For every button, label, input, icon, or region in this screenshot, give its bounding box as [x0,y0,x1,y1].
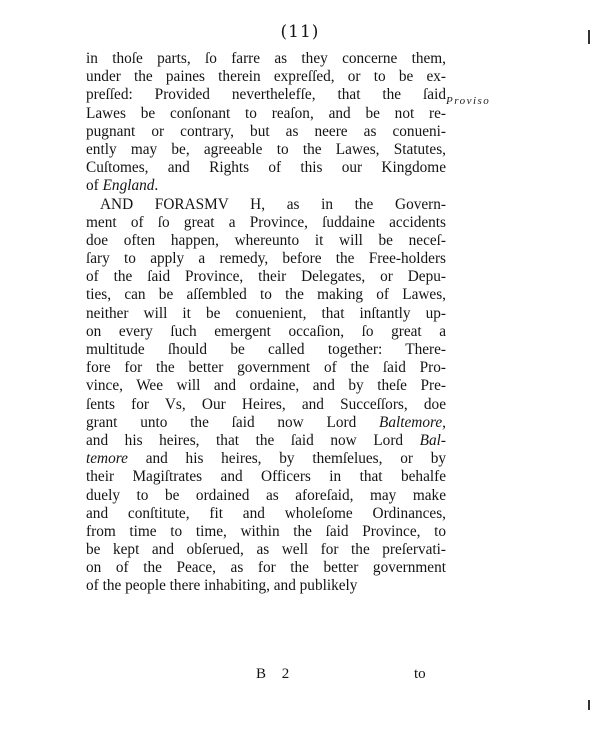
italic-run: temore [86,450,128,468]
text-line [86,123,446,141]
text-run: fore for the better government of the ſaid Pro- [86,359,446,377]
text-line [86,159,446,177]
text-run: ſary to apply a remedy, before the Free-holders [86,250,446,268]
text-run: grant unto the ſaid now Lord [86,413,380,431]
text-line [86,196,446,214]
text-run: . [154,177,159,195]
text-run: and conſtitute, fit and wholeſome Ordinances, [86,504,446,522]
text-run: multitude ſhould be called together: There- [86,341,446,358]
text-line [86,86,446,104]
text-line [86,359,446,377]
text-line [86,341,446,359]
text-line [86,523,446,541]
text-line [86,396,446,414]
text-line [86,414,446,432]
text-run: AND FORASMV H, as in the Govern- [100,195,446,213]
text-run: be kept and obſerued, as well for the preſervati- [86,541,446,559]
text-line [86,541,446,559]
text-run: doe often happen, whereunto it will be neceſ- [86,231,446,249]
text-line [86,68,446,86]
text-run: of the ſaid Province, their Delegates, or Depu- [86,268,446,286]
text-line [86,377,446,395]
page-edge-mark [588,700,590,710]
page-footer [0,666,600,686]
catchword: to [414,666,426,682]
text-run: , [442,413,446,431]
text-run: under the paines therein expreſſed, or to be ex- [86,68,446,86]
text-line [86,432,446,450]
page-number: (11) [280,22,320,42]
text-line [86,232,446,250]
body-text [86,50,446,596]
text-line [86,141,446,159]
page-edge-mark [588,30,590,44]
text-run: of [86,177,103,195]
text-run: vince, Wee will and ordaine, and by theſe Pre- [86,377,446,395]
text-run: ſents for Vs, Our Heires, and Succeſſors, doe [86,395,446,413]
text-line [86,468,446,486]
text-run: and his heires, by themſelues, or by [127,450,446,468]
text-run: from time to time, within the ſaid Province, to [86,522,446,540]
text-line [86,250,446,268]
text-run: on of the Peace, as for the better government [86,559,446,577]
text-line [86,559,446,577]
text-line [86,214,446,232]
text-run: ties, can be aſſembled to the making of Lawes, [86,286,446,304]
text-run: on every ſuch emergent occaſion, ſo great a [86,322,446,340]
signature-mark: B 2 [256,666,296,682]
text-run: their Magiſtrates and Officers in that behalfe [86,468,446,486]
text-run: duely to be ordained as aforeſaid, may make [86,486,446,504]
text-line [86,268,446,286]
text-line [86,487,446,505]
text-run: ently may be, agreeable to the Lawes, Statutes, [86,140,446,158]
italic-run: Bal- [419,431,446,449]
text-run: Lawes be conſonant to reaſon, and be not re- [86,104,446,122]
text-run: neither will it be conuenient, that inſtantly up- [86,304,446,322]
text-line [86,323,446,341]
text-line [86,305,446,323]
text-line [86,577,446,595]
text-line [86,50,446,68]
text-run: pugnant or contrary, but as neere as conueni- [86,122,446,140]
text-run: in thoſe parts, ſo farre as they concerne them, [86,50,446,67]
text-line [86,450,446,468]
text-run: preſſed: Provided neverthelefſe, that the ſaid [86,86,446,104]
text-run: and his heires, that the ſaid now Lord [86,431,420,449]
text-run: ment of ſo great a Province, ſuddaine accidents [86,213,446,231]
text-run: Cuſtomes, and Rights of this our Kingdome [86,159,446,177]
text-line [86,177,446,195]
italic-run: England [102,177,155,195]
text-line [86,105,446,123]
text-line [86,286,446,304]
margin-note: Proviso [446,95,491,107]
italic-run: Baltemore [379,413,443,431]
text-run: of the people there inhabiting, and publikely [86,577,358,595]
text-line [86,505,446,523]
